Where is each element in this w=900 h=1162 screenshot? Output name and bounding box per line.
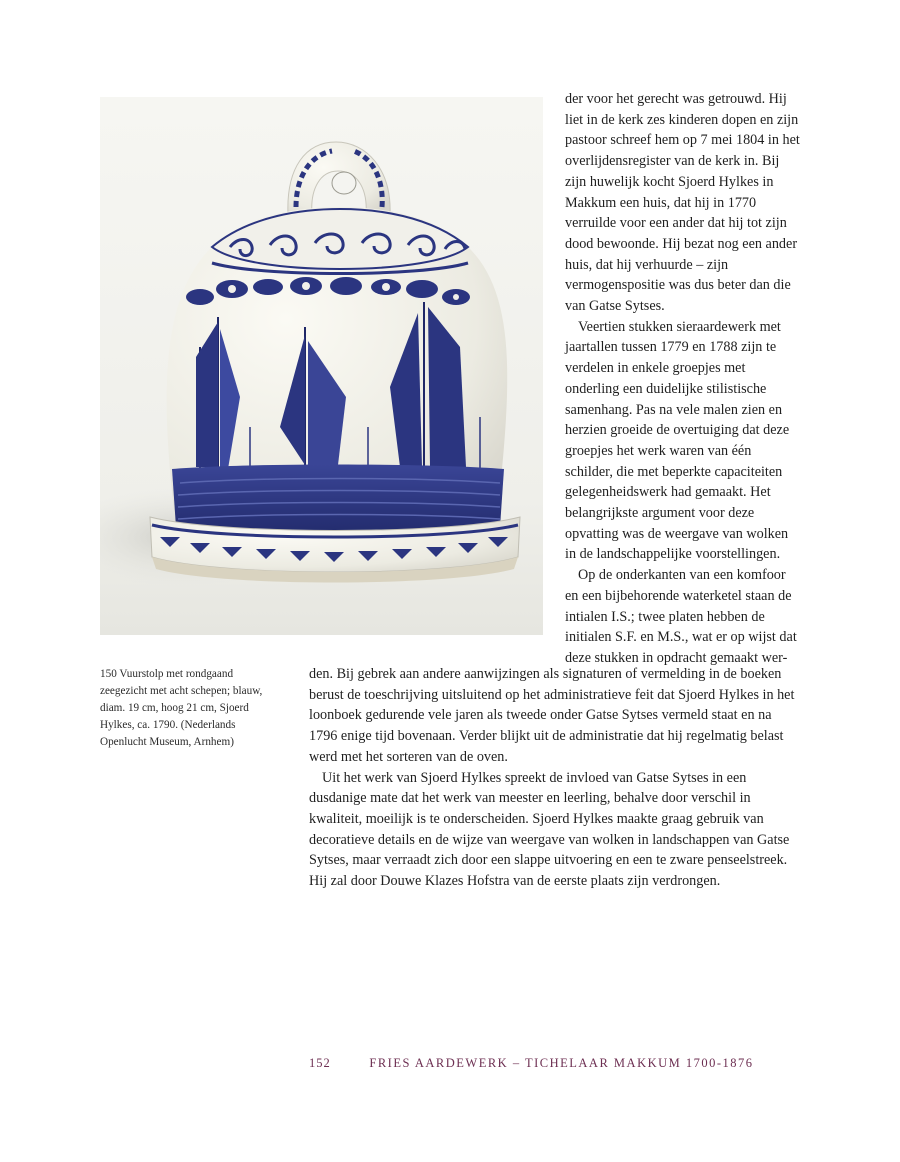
paragraph: den. Bij gebrek aan andere aanwijzingen als signaturen of vermelding in de boeken berust de toeschrijving uitsluitend op het administratieve feit dat Sjoerd Hylkes in het loonboek gedurende vele jaren als tweede onder Gatse Sytses vermeld staat en na 1796 enige tijd bovenaan. Verder blijkt uit de administratie dat hij regelmatig belast werd met het sorteren van de oven. <box>309 666 795 765</box>
paragraph: Op de onderkanten van een komfoor en een bijbehorende waterketel staan de intialen I.S.; twee platen hebben de initialen S.F. en M.S., wat er op wijst dat deze stukken in opdracht gemaakt wer- <box>565 567 797 666</box>
figure-150-photo <box>100 97 543 635</box>
paragraph: der voor het gerecht was getrouwd. Hij liet in de kerk zes kinderen dopen en zijn pastoor schreef hem op 7 mei 1804 in het overlijdensregister van de kerk in. Bij zijn huwelijk kocht Sjoerd Hylkes in Makkum een huis, dat hij in 1770 verruilde voor een ander dat hij tot zijn dood bewoonde. Hij bezat nog een ander huis, dat hij verhuurde – zijn vermogenspositie was dus beter dan die van Gatse Sytses. <box>565 91 800 315</box>
running-title: FRIES AARDEWERK – TICHELAAR MAKKUM 1700-1876 <box>369 1056 754 1070</box>
paragraph: Uit het werk van Sjoerd Hylkes spreekt de invloed van Gatse Sytses in een dusdanige mate dat het werk van meester en leerling, behalve door verschil in kwaliteit, moeilijk is te onderscheiden. Sjoerd Hylkes maakte graag gebruik van decoratieve details en de wijze van weergave van wolken in landschappen van Gatse Sytses, maar verraadt zich door een slappe uitvoering en een te zware penseelstreek. Hij zal door Douwe Klazes Hofstra van de eerste plaats zijn verdrongen. <box>309 769 790 890</box>
page-footer <box>309 1056 754 1071</box>
figure-caption: 150 Vuurstolp met rondgaand zeegezicht met acht schepen; blauw, diam. 19 cm, hoog 21 cm, Sjoerd Hylkes, ca. 1790. (Nederlands Openlucht Museum, Arnhem) <box>100 668 263 748</box>
text-column-wide <box>309 664 801 892</box>
text-column-right <box>565 89 801 669</box>
paragraph: Veertien stukken sieraardewerk met jaartallen tussen 1779 en 1788 zijn te verdelen in enkele groepjes met onderling een duidelijke stilistische samenhang. Pas na vele malen zien en herzien groeide de overtuiging dat deze groepjes het werk waren van één schilder, die met beperkte capaciteiten gelegenheidswerk had gemaakt. Het belangrijkste argument voor deze opvatting was de weergave van wolken in de landschappelijke voorstellingen. <box>565 318 790 563</box>
page-number: 152 <box>309 1056 331 1070</box>
